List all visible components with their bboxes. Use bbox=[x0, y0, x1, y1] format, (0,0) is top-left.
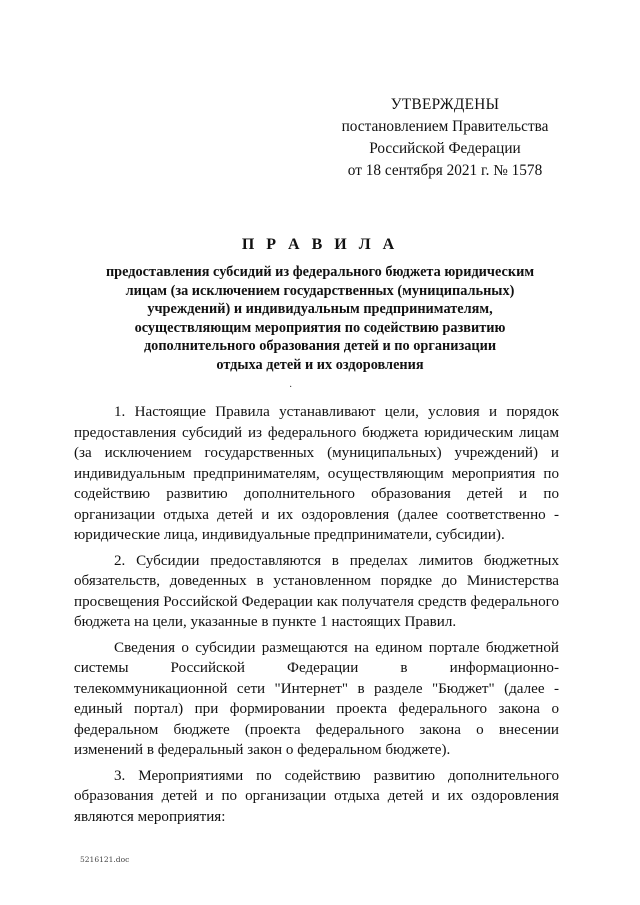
subtitle-line: дополнительного образования детей и по организации bbox=[143, 338, 497, 354]
subtitle-line: предоставления субсидий из федерального бюджета юридическим bbox=[105, 264, 535, 280]
subtitle-line: осуществляющим мероприятия по содействию развитию bbox=[134, 319, 506, 336]
document-subtitle bbox=[70, 263, 570, 374]
scan-dot: · bbox=[289, 382, 293, 393]
approval-line-3: от 18 сентября 2021 г. № 1578 bbox=[347, 162, 543, 179]
file-name-footer: 5216121.doc bbox=[80, 855, 130, 864]
approval-line-1: постановлением Правительства bbox=[341, 118, 549, 135]
document-body bbox=[74, 402, 559, 832]
approval-title: УТВЕРЖДЕНЫ bbox=[390, 96, 500, 113]
approval-block bbox=[330, 94, 560, 182]
subtitle-line: лицам (за исключением государственных (муниципальных) bbox=[125, 282, 515, 299]
paragraph-3: 3. Мероприятиями по содействию развитию дополнительного образования детей и по организации отдыха детей и их оздоровления являются мероприятия: bbox=[74, 767, 559, 825]
subtitle-line: отдыха детей и их оздоровления bbox=[216, 356, 424, 373]
paragraph-2: 2. Субсидии предоставляются в пределах лимитов бюджетных обязательств, доведенных в установленном порядке до Министерства просвещения Российской Федерации как получателя средств федерального бюджета на цели, указанные в пункте 1 настоящих Правил. bbox=[74, 552, 559, 630]
paragraph-1: 1. Настоящие Правила устанавливают цели, условия и порядок предоставления субсидий из федерального бюджета юридическим лицам (за исключением государственных (муниципальных) учреждений) и индивидуальным предпринимателям, осуществляющим мероприятия по содействию развитию дополнительного образования детей и по организации отдыха детей и их оздоровления (далее соответственно - юридические лица, индивидуальные предприниматели, субсидии). bbox=[74, 404, 559, 543]
paragraph-2-info: Сведения о субсидии размещаются на едином портале бюджетной системы Российской Федерации в информационно-телекоммуникационной сети "Интернет" в разделе "Бюджет" (далее - единый портал) при формировании проекта федерального закона о федеральном бюджете (проекта федерального закона о внесении изменений в федеральный закон о федеральном бюджете). bbox=[74, 639, 559, 758]
approval-line-2: Российской Федерации bbox=[369, 140, 521, 157]
subtitle-line: учреждений) и индивидуальным предпринимателям, bbox=[147, 301, 493, 317]
document-heading: П Р А В И Л А bbox=[241, 236, 399, 253]
